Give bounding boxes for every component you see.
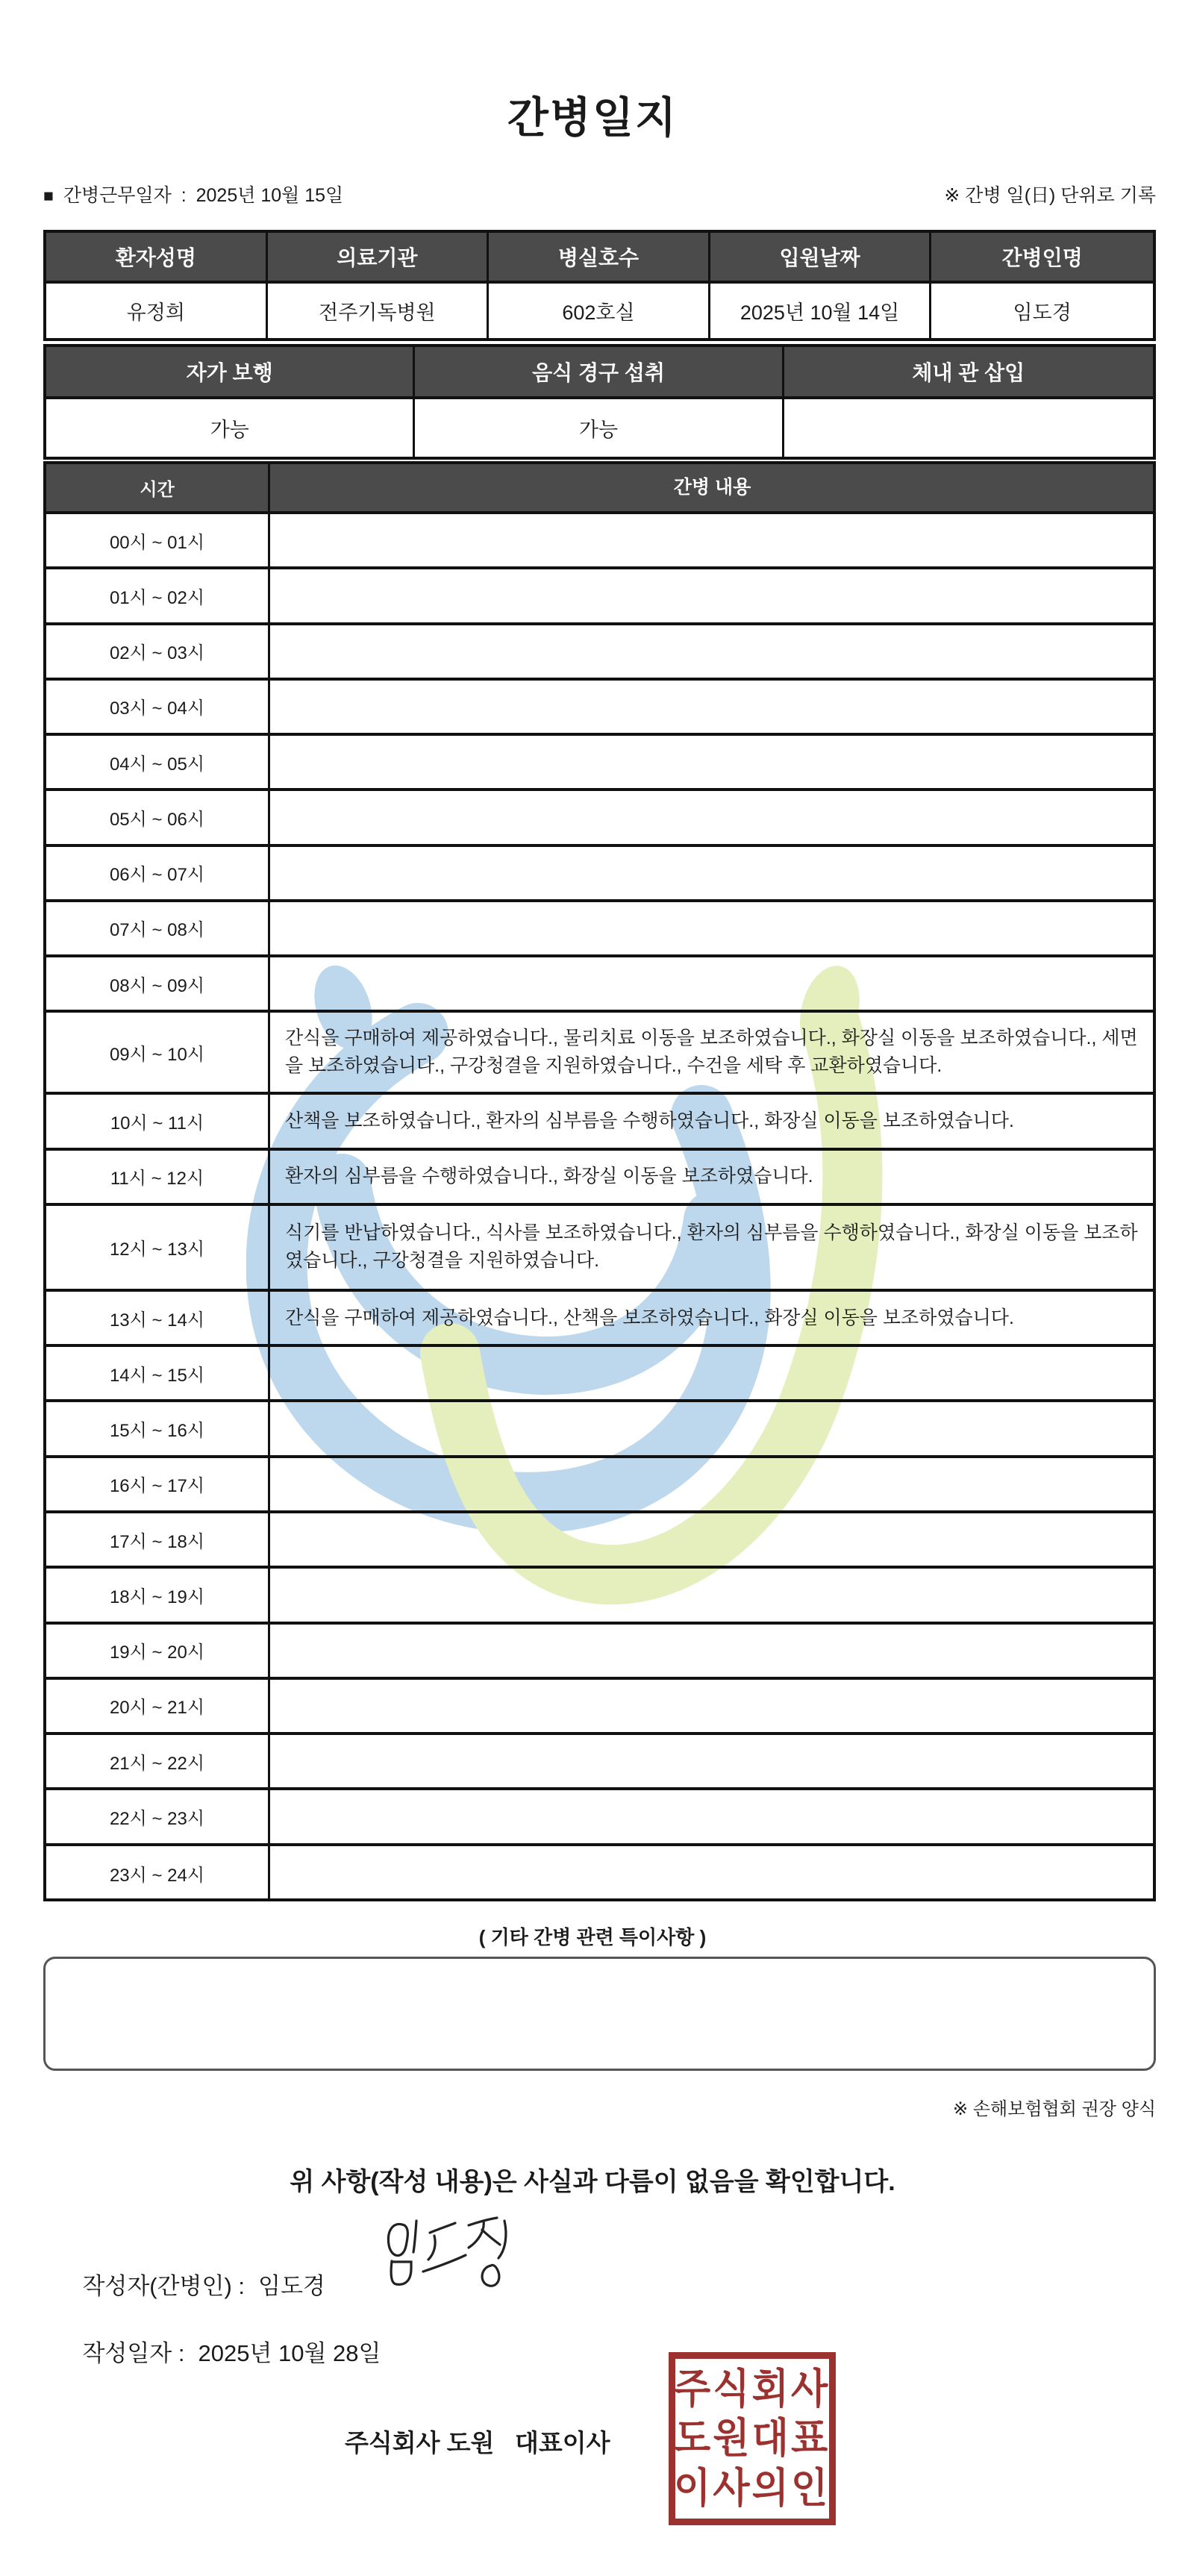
- care-row-time: 08시 ~ 09시: [46, 957, 270, 1010]
- notes-box: [43, 1957, 1156, 2071]
- care-row: [46, 1790, 1153, 1845]
- care-row-content: 간식을 구매하여 제공하였습니다., 산책을 보조하였습니다., 화장실 이동을 보조하였습니다.: [285, 1307, 1014, 1328]
- work-date-colon: :: [181, 185, 187, 206]
- value-room: 602호실: [489, 284, 710, 338]
- care-row-time: 10시 ~ 11시: [46, 1095, 270, 1147]
- form-note: ※ 손해보험협회 권장 양식: [953, 2099, 1156, 2119]
- care-row-content: [270, 514, 1153, 566]
- signature-icon: [382, 2213, 513, 2297]
- care-row-content: [270, 1846, 1153, 1901]
- care-row: [46, 514, 1153, 569]
- written-date-line: [57, 2307, 381, 2395]
- handwritten-signature: [382, 2213, 513, 2297]
- value-caregiver-name: 임도경: [1013, 301, 1072, 324]
- patient-header-row: [46, 233, 1153, 284]
- care-row-time: 00시 ~ 01시: [46, 514, 270, 566]
- written-date-label: 작성일자 :: [82, 2340, 185, 2366]
- care-row: [46, 902, 1153, 957]
- care-row-content: [270, 625, 1153, 678]
- care-row-time: 05시 ~ 06시: [46, 791, 270, 843]
- care-row: [46, 1680, 1153, 1735]
- care-row-content: 환자의 심부름을 수행하였습니다., 화장실 이동을 보조하였습니다.: [285, 1166, 813, 1187]
- care-row-time: 22시 ~ 23시: [46, 1790, 270, 1842]
- mobility-table: [43, 344, 1156, 460]
- header-patient-name: 환자성명: [46, 233, 268, 281]
- care-row: [46, 1095, 1153, 1150]
- care-row: [46, 957, 1153, 1013]
- care-row: [46, 1292, 1153, 1347]
- care-row: [46, 681, 1153, 736]
- value-admission-date: 2025년 10월 14일: [710, 284, 932, 338]
- header-room: 병실호수: [489, 233, 710, 281]
- care-row-time: 07시 ~ 08시: [46, 902, 270, 954]
- care-row-time: 18시 ~ 19시: [46, 1569, 270, 1621]
- care-row-content: [270, 1513, 1153, 1566]
- care-row-content: [270, 791, 1153, 843]
- patient-info-table: [43, 230, 1156, 341]
- header-time: 시간: [46, 464, 270, 511]
- work-date-line: [43, 181, 348, 207]
- confirmation-statement: 위 사항(작성 내용)은 사실과 다름이 없음을 확인합니다.: [290, 2168, 895, 2196]
- care-row-time: 13시 ~ 14시: [46, 1292, 270, 1344]
- mobility-value-row: [46, 399, 1153, 457]
- header-care-content: 간병 내용: [673, 477, 751, 498]
- header-admission-date: 입원날짜: [710, 233, 932, 281]
- care-row-content: 식기를 반납하였습니다., 식사를 보조하였습니다., 환자의 심부름을 수행하였습니다., 화장실 이동을 보조하였습니다., 구강청결을 지원하였습니다.: [285, 1222, 1138, 1272]
- unit-note: ※ 간병 일(日) 단위로 기록: [944, 185, 1156, 206]
- care-row-content: [270, 847, 1153, 899]
- writer-label: 작성자(간병인) :: [82, 2273, 246, 2299]
- care-row: [46, 1513, 1153, 1569]
- care-rows: [46, 514, 1153, 1901]
- care-row-time: 12시 ~ 13시: [46, 1206, 270, 1289]
- care-row-content: [270, 1569, 1153, 1621]
- mobility-header-row: [46, 347, 1153, 399]
- care-row-content: 간식을 구매하여 제공하였습니다., 물리치료 이동을 보조하였습니다., 화장실 이동을 보조하였습니다., 세면을 보조하였습니다., 구강청결을 지원하였습니다., 수건을 세탁 후 교환하였습니다.: [285, 1028, 1138, 1077]
- writer-name: 임도경: [258, 2273, 325, 2299]
- care-row: [46, 1206, 1153, 1292]
- meta-row: [43, 181, 1156, 207]
- care-row-content: [270, 1402, 1153, 1454]
- care-row-time: 01시 ~ 02시: [46, 569, 270, 622]
- square-bullet-icon: ■: [43, 186, 54, 205]
- value-self-walking: 가능: [46, 399, 415, 457]
- care-row: [46, 1402, 1153, 1457]
- care-row-time: 06시 ~ 07시: [46, 847, 270, 899]
- written-date-value: 2025년 10월 28일: [198, 2340, 381, 2366]
- care-row-content: [270, 569, 1153, 622]
- care-row-content: [270, 1347, 1153, 1399]
- care-row-content: [270, 902, 1153, 954]
- work-date-value: 2025년 10월 15일: [196, 185, 344, 206]
- care-row-time: 23시 ~ 24시: [46, 1846, 270, 1901]
- company-ceo-line: 주식회사 도원 대표이사: [345, 2429, 610, 2457]
- header-oral-intake: 음식 경구 섭취: [415, 347, 784, 396]
- header-self-walking: 자가 보행: [46, 347, 415, 396]
- stamp-line-3: 이사의인: [674, 2466, 831, 2511]
- care-row-time: 20시 ~ 21시: [46, 1680, 270, 1732]
- care-row-content: [270, 681, 1153, 733]
- care-row: [46, 736, 1153, 791]
- corporate-seal-stamp: [669, 2352, 836, 2525]
- notes-title: ( 기타 간병 관련 특이사항 ): [478, 1926, 707, 1948]
- care-row-time: 21시 ~ 22시: [46, 1735, 270, 1787]
- value-oral-intake: 가능: [415, 399, 784, 457]
- care-row: [46, 1151, 1153, 1206]
- care-row: [46, 1735, 1153, 1790]
- care-row-time: 09시 ~ 10시: [46, 1013, 270, 1092]
- work-date-label: 간병근무일자: [63, 185, 172, 206]
- care-row: [46, 1347, 1153, 1402]
- value-hospital: 전주기독병원: [268, 284, 490, 338]
- care-row: [46, 569, 1153, 625]
- care-row-time: 17시 ~ 18시: [46, 1513, 270, 1566]
- care-row-time: 14시 ~ 15시: [46, 1347, 270, 1399]
- care-row: [46, 1569, 1153, 1624]
- care-row: [46, 791, 1153, 846]
- care-row-content: [270, 1680, 1153, 1732]
- value-patient-name: 유정희: [46, 284, 268, 338]
- header-hospital: 의료기관: [268, 233, 490, 281]
- header-caregiver-name: 간병인명: [1001, 246, 1083, 269]
- care-row: [46, 1625, 1153, 1680]
- value-tube-insertion: [784, 399, 1153, 457]
- care-row-time: 02시 ~ 03시: [46, 625, 270, 678]
- care-row-content: [270, 957, 1153, 1010]
- care-row-time: 16시 ~ 17시: [46, 1458, 270, 1510]
- page-title: 간병일지: [507, 94, 678, 142]
- care-row-content: [270, 1625, 1153, 1677]
- care-row-content: [270, 736, 1153, 788]
- care-header-row: [46, 464, 1153, 514]
- care-row-content: [270, 1790, 1153, 1842]
- care-row: [46, 1013, 1153, 1095]
- care-row: [46, 1458, 1153, 1513]
- care-row-content: [270, 1735, 1153, 1787]
- care-row: [46, 1846, 1153, 1901]
- care-row: [46, 625, 1153, 681]
- care-row-time: 03시 ~ 04시: [46, 681, 270, 733]
- stamp-line-2: 도원대표: [674, 2416, 831, 2462]
- care-log-table: [43, 461, 1156, 1901]
- care-row-content: [270, 1458, 1153, 1510]
- patient-value-row: [46, 284, 1153, 338]
- stamp-line-1: 주식회사: [674, 2366, 831, 2412]
- care-row: [46, 847, 1153, 902]
- care-row-time: 19시 ~ 20시: [46, 1625, 270, 1677]
- care-row-content: 산책을 보조하였습니다., 환자의 심부름을 수행하였습니다., 화장실 이동을 보조하였습니다.: [285, 1110, 1014, 1132]
- care-row-time: 11시 ~ 12시: [46, 1151, 270, 1203]
- header-tube-insertion: 체내 관 삽입: [912, 361, 1025, 384]
- care-row-time: 15시 ~ 16시: [46, 1402, 270, 1454]
- care-row-time: 04시 ~ 05시: [46, 736, 270, 788]
